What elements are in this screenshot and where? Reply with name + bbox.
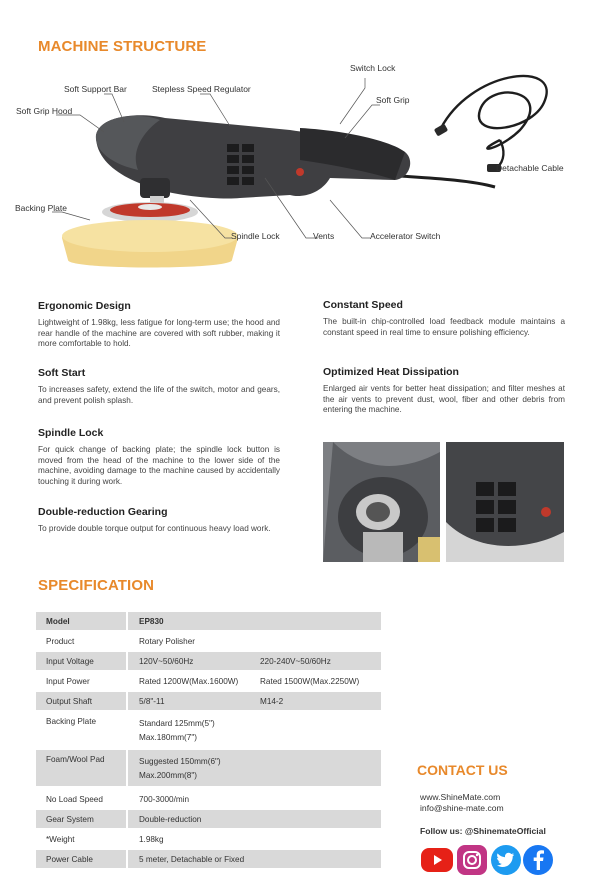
specification-title: SPECIFICATION [38, 577, 155, 594]
spec-value: 700-3000/min [139, 794, 190, 804]
table-row [36, 692, 381, 710]
feature-heat-dissipation [323, 366, 565, 416]
machine-structure-title: MACHINE STRUCTURE [38, 38, 207, 55]
email-link[interactable]: info@shine-mate.com [420, 803, 504, 813]
spec-label: Backing Plate [46, 717, 97, 726]
table-row [36, 712, 381, 748]
website-link[interactable]: www.ShineMate.com [420, 792, 501, 802]
spec-value: Max.180mm(7") [139, 733, 197, 742]
table-row [36, 850, 381, 868]
spec-label: Product [46, 636, 75, 646]
callout-spindle-lock: Spindle Lock [231, 231, 280, 241]
contact-title: CONTACT US [417, 762, 508, 778]
spec-label: *Weight [46, 834, 75, 844]
table-row [36, 612, 381, 630]
spec-value: Double-reduction [128, 810, 260, 828]
feature-text: Lightweight of 1.98kg, less fatigue for long-term use; the hood and rear handle of the machine are covered with soft rubber, making it more comfortable to hold. [38, 318, 280, 349]
table-row [36, 632, 381, 650]
spec-value-alt [260, 632, 381, 650]
table-row [36, 652, 381, 670]
spec-value-alt [260, 850, 381, 868]
spec-value-alt [260, 830, 381, 848]
photo-spindle-closeup [323, 442, 440, 562]
spec-value-alt: Rated 1500W(Max.2250W) [260, 676, 360, 686]
callout-backing-plate: Backing Plate [15, 203, 67, 213]
spec-label: Input Voltage [36, 652, 126, 670]
spec-value-alt [260, 810, 381, 828]
spec-label: Input Power [46, 676, 90, 686]
spec-value: Standard 125mm(5") [139, 719, 215, 728]
callout-soft-grip: Soft Grip [376, 95, 410, 105]
table-row [36, 750, 381, 786]
spec-value-alt [260, 790, 381, 808]
feature-title: Double-reduction Gearing [38, 506, 168, 518]
callout-soft-support-bar: Soft Support Bar [64, 84, 127, 94]
callout-accelerator-switch: Accelerator Switch [370, 231, 441, 241]
spec-value: EP830 [128, 612, 260, 630]
youtube-icon[interactable] [421, 848, 453, 872]
photo-vents-closeup [446, 442, 564, 562]
feature-text: The built-in chip-controlled load feedback module maintains a constant speed in real time to ensure polishing efficiency. [323, 317, 565, 337]
feature-title: Ergonomic Design [38, 300, 131, 312]
spec-label: No Load Speed [46, 794, 103, 804]
feature-soft-start [38, 367, 280, 406]
feature-ergonomic [38, 300, 280, 350]
spec-label: Model [36, 612, 126, 630]
spec-value: Rated 1200W(Max.1600W) [139, 676, 239, 686]
spec-value: 5 meter, Detachable or Fixed [128, 850, 260, 868]
table-row [36, 810, 381, 828]
spec-value-alt: M14-2 [260, 692, 381, 710]
facebook-icon[interactable] [523, 845, 553, 875]
spec-value: 120V~50/60Hz [128, 652, 260, 670]
spec-value-alt [260, 612, 381, 630]
table-row [36, 672, 381, 690]
spec-value: 1.98kg [139, 834, 164, 844]
callout-stepless-speed-regulator: Stepless Speed Regulator [152, 84, 251, 94]
machine-structure-figure [0, 60, 590, 270]
feature-spindle-lock [38, 427, 280, 487]
callout-detachable-cable: Detachable Cable [496, 163, 564, 173]
callout-switch-lock: Switch Lock [350, 63, 396, 73]
spec-value: Suggested 150mm(6") [139, 757, 221, 766]
spec-value: Max.200mm(8") [139, 771, 197, 780]
table-row [36, 830, 381, 848]
feature-text: For quick change of backing plate; the spindle lock button is moved from the head of the machine to the lower side of the machine, avoiding damage to the machine caused by accidentally touching it during work. [38, 445, 280, 486]
spec-value: Rotary Polisher [139, 636, 195, 646]
table-row [36, 790, 381, 808]
spec-label: Gear System [36, 810, 126, 828]
spec-value-alt [260, 712, 381, 748]
instagram-icon[interactable] [457, 845, 487, 875]
spec-label: Power Cable [36, 850, 126, 868]
feature-title: Constant Speed [323, 299, 403, 311]
spec-label: Output Shaft [36, 692, 126, 710]
spec-label: Foam/Wool Pad [36, 750, 126, 786]
feature-gearing [38, 506, 280, 535]
feature-title: Optimized Heat Dissipation [323, 366, 459, 378]
spec-value: 5/8"-11 [128, 692, 260, 710]
follow-us-text: Follow us: @ShinemateOfficial [420, 826, 546, 836]
spec-value-alt [260, 750, 381, 786]
feature-title: Soft Start [38, 367, 86, 379]
twitter-icon[interactable] [491, 845, 521, 875]
feature-text: To increases safety, extend the life of the switch, motor and gears, and prevent polish splash. [38, 385, 280, 405]
spec-value-group [128, 750, 260, 786]
spec-value-alt: 220-240V~50/60Hz [260, 652, 381, 670]
callout-vents: Vents [313, 231, 335, 241]
feature-text: Enlarged air vents for better heat dissipation; and filter meshes at the air vents to prevent dust, wool, fiber and other debris from entering the machine. [323, 384, 565, 415]
feature-text: To provide double torque output for continuous heavy load work. [38, 524, 271, 533]
spec-table [36, 612, 381, 868]
spec-value-group [128, 712, 260, 748]
callout-soft-grip-hood: Soft Grip Hood [16, 106, 73, 116]
feature-title: Spindle Lock [38, 427, 104, 439]
feature-constant-speed [323, 299, 565, 338]
